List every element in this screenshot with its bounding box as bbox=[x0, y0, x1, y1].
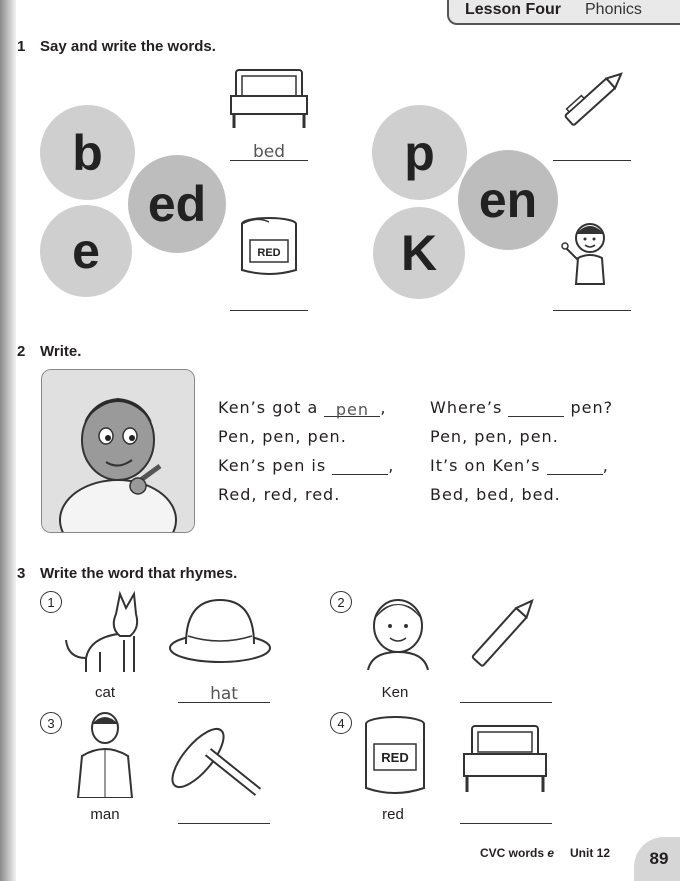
rhyme-blank-red[interactable] bbox=[332, 458, 388, 475]
item2-number: 2 bbox=[330, 591, 352, 613]
ken-waving-illustration bbox=[560, 218, 616, 286]
pen-illustration bbox=[553, 66, 635, 132]
book-spine bbox=[0, 0, 16, 881]
red-paint-can-illustration-2 bbox=[360, 714, 430, 800]
letter-bubble-ed: ed bbox=[128, 155, 226, 253]
rhyme-right-line-1: Where’s pen? bbox=[430, 398, 614, 417]
letter-bubble-en: en bbox=[458, 150, 558, 250]
rhyme-blank-pen[interactable]: pen bbox=[324, 400, 380, 417]
section2-title: Write. bbox=[40, 343, 82, 360]
section1-number: 1 bbox=[17, 38, 26, 55]
red-paint-can-illustration bbox=[236, 216, 302, 278]
cat-illustration bbox=[60, 588, 156, 674]
bed-illustration-2 bbox=[458, 722, 552, 798]
lesson-topic: Phonics bbox=[585, 1, 642, 18]
rhyme-left-line-4: Red, red, red. bbox=[218, 485, 341, 504]
item4-number: 4 bbox=[330, 712, 352, 734]
ken-face-illustration bbox=[358, 590, 438, 670]
footer-unit: Unit 12 bbox=[570, 846, 611, 860]
rhyme-blank-kens[interactable] bbox=[508, 400, 564, 417]
answer-line-ken[interactable] bbox=[553, 310, 631, 311]
item2-answer-line[interactable] bbox=[460, 702, 552, 703]
item1-answer: hat bbox=[210, 684, 238, 704]
rhyme-blank-bed[interactable] bbox=[547, 458, 603, 475]
ken-writing-picture bbox=[41, 369, 195, 533]
answer-line-pen[interactable] bbox=[553, 160, 631, 161]
section3-number: 3 bbox=[17, 565, 26, 582]
page-number: 89 bbox=[634, 837, 680, 881]
answer-bed: bed bbox=[252, 142, 286, 162]
bed-illustration bbox=[228, 66, 310, 132]
rhyme-right-line-4: Bed, bed, bed. bbox=[430, 485, 561, 504]
item4-word: red bbox=[382, 806, 404, 823]
section3-title: Write the word that rhymes. bbox=[40, 565, 238, 582]
item3-number: 3 bbox=[40, 712, 62, 734]
letter-bubble-e: e bbox=[40, 205, 132, 297]
pen-illustration-2 bbox=[458, 592, 550, 672]
rhyme-left-line-2: Pen, pen, pen. bbox=[218, 427, 347, 446]
item2-word: Ken bbox=[381, 684, 409, 701]
letter-bubble-b: b bbox=[40, 105, 135, 200]
item4-answer-line[interactable] bbox=[460, 823, 552, 824]
letter-bubble-k: K bbox=[373, 207, 465, 299]
man-illustration bbox=[72, 710, 138, 798]
letter-bubble-p: p bbox=[372, 105, 467, 200]
lesson-title: Lesson Four bbox=[465, 1, 562, 18]
hat-illustration bbox=[166, 596, 274, 666]
footer-topic: CVC words e bbox=[480, 846, 555, 860]
section1-title: Say and write the words. bbox=[40, 38, 216, 55]
item3-answer-line[interactable] bbox=[178, 823, 270, 824]
svg-text:RED: RED bbox=[257, 247, 281, 259]
rhyme-right-line-2: Pen, pen, pen. bbox=[430, 427, 559, 446]
fan-illustration bbox=[166, 712, 266, 798]
item3-word: man bbox=[90, 806, 120, 823]
item1-number: 1 bbox=[40, 591, 62, 613]
rhyme-left-line-3: Ken’s pen is , bbox=[218, 456, 395, 475]
rhyme-left-line-1: Ken’s got a pen , bbox=[218, 398, 387, 419]
rhyme-right-line-3: It’s on Ken’s , bbox=[430, 456, 609, 475]
section2-number: 2 bbox=[17, 343, 26, 360]
answer-line-red[interactable] bbox=[230, 310, 308, 311]
item1-word: cat bbox=[94, 684, 115, 701]
svg-text:RED: RED bbox=[381, 750, 409, 765]
